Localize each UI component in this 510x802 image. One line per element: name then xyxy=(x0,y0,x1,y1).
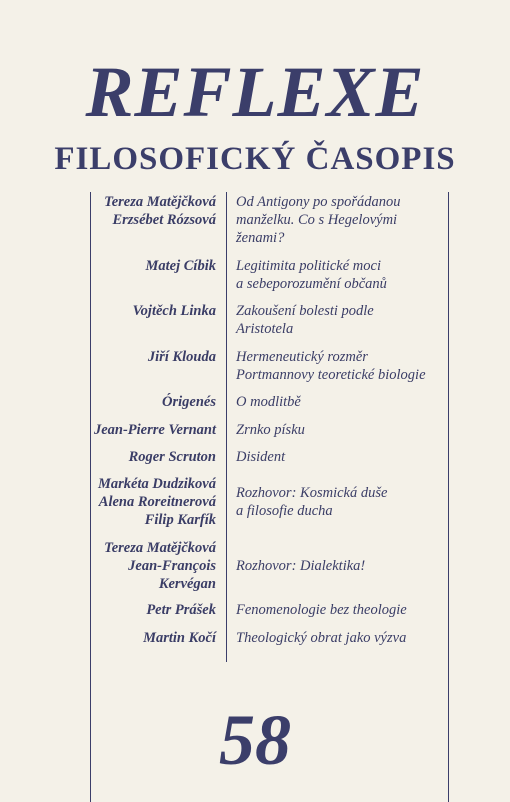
toc-article-title xyxy=(236,601,450,619)
article-title-line: Zrnko písku xyxy=(236,422,305,438)
article-title-line: Zakoušení bolesti podle xyxy=(236,303,374,319)
article-title-line: a sebeporozumění občanů xyxy=(236,276,387,292)
toc-authors xyxy=(90,257,216,275)
author-name: Tereza Matějčková xyxy=(104,540,216,556)
author-name: Roger Scruton xyxy=(128,449,216,465)
toc-authors xyxy=(90,348,216,366)
author-name: Matej Cíbik xyxy=(145,258,216,274)
author-name: Alena Roreitnerová xyxy=(98,494,216,510)
article-title-line: Rozhovor: Kosmická duše xyxy=(236,485,388,501)
author-name: Jiří Klouda xyxy=(147,349,216,365)
article-title-line: ženami? xyxy=(236,230,285,246)
article-title-line: Disident xyxy=(236,449,286,465)
toc-authors xyxy=(90,393,216,411)
author-name: Markéta Dudziková xyxy=(97,476,216,492)
toc-article-title xyxy=(236,421,450,439)
toc-article-title xyxy=(236,393,450,411)
journal-title: REFLEXE xyxy=(85,52,425,132)
toc-article-title xyxy=(236,484,450,520)
author-name: Filip Karfík xyxy=(144,512,216,528)
article-title-line: Theologický obrat jako výzva xyxy=(236,630,407,646)
middle-vertical-rule xyxy=(226,192,227,662)
author-name: Jean-Pierre Vernant xyxy=(93,422,216,438)
author-name: Jean-François xyxy=(128,558,216,574)
author-name: Martin Kočí xyxy=(143,630,216,646)
issue-number: 58 xyxy=(219,700,291,780)
toc-authors xyxy=(90,475,216,529)
author-name: Kervégan xyxy=(158,576,216,592)
article-title-line: O modlitbě xyxy=(236,394,301,410)
toc-authors xyxy=(90,302,216,320)
author-name: Órigenés xyxy=(162,394,216,410)
article-title-line: Hermeneutický rozměr xyxy=(236,349,368,365)
toc-article-title xyxy=(236,448,450,466)
toc-article-title xyxy=(236,302,450,338)
toc-authors xyxy=(90,421,216,439)
toc-authors xyxy=(90,539,216,593)
article-title-line: Aristotela xyxy=(236,321,294,337)
toc-article-title xyxy=(236,257,450,293)
article-title-line: Fenomenologie bez theologie xyxy=(236,602,407,618)
toc-authors xyxy=(90,601,216,619)
toc-authors xyxy=(90,448,216,466)
article-title-line: manželku. Co s Hegelovými xyxy=(236,212,398,228)
article-title-line: Portmannovy teoretické biologie xyxy=(236,367,426,383)
toc-article-title xyxy=(236,557,450,575)
toc-article-title xyxy=(236,629,450,647)
author-name: Vojtěch Linka xyxy=(132,303,216,319)
author-name: Tereza Matějčková xyxy=(104,194,216,210)
article-title-line: a filosofie ducha xyxy=(236,503,333,519)
toc-authors xyxy=(90,193,216,229)
toc-article-title xyxy=(236,193,450,247)
toc-article-title xyxy=(236,348,450,384)
article-title-line: Legitimita politické moci xyxy=(236,258,381,274)
article-title-line: Rozhovor: Dialektika! xyxy=(236,558,366,574)
article-title-line: Od Antigony po spořádanou xyxy=(236,194,401,210)
author-name: Erzsébet Rózsová xyxy=(112,212,216,228)
toc-authors xyxy=(90,629,216,647)
author-name: Petr Prášek xyxy=(146,602,216,618)
journal-subtitle: FILOSOFICKÝ ČASOPIS xyxy=(54,141,456,177)
